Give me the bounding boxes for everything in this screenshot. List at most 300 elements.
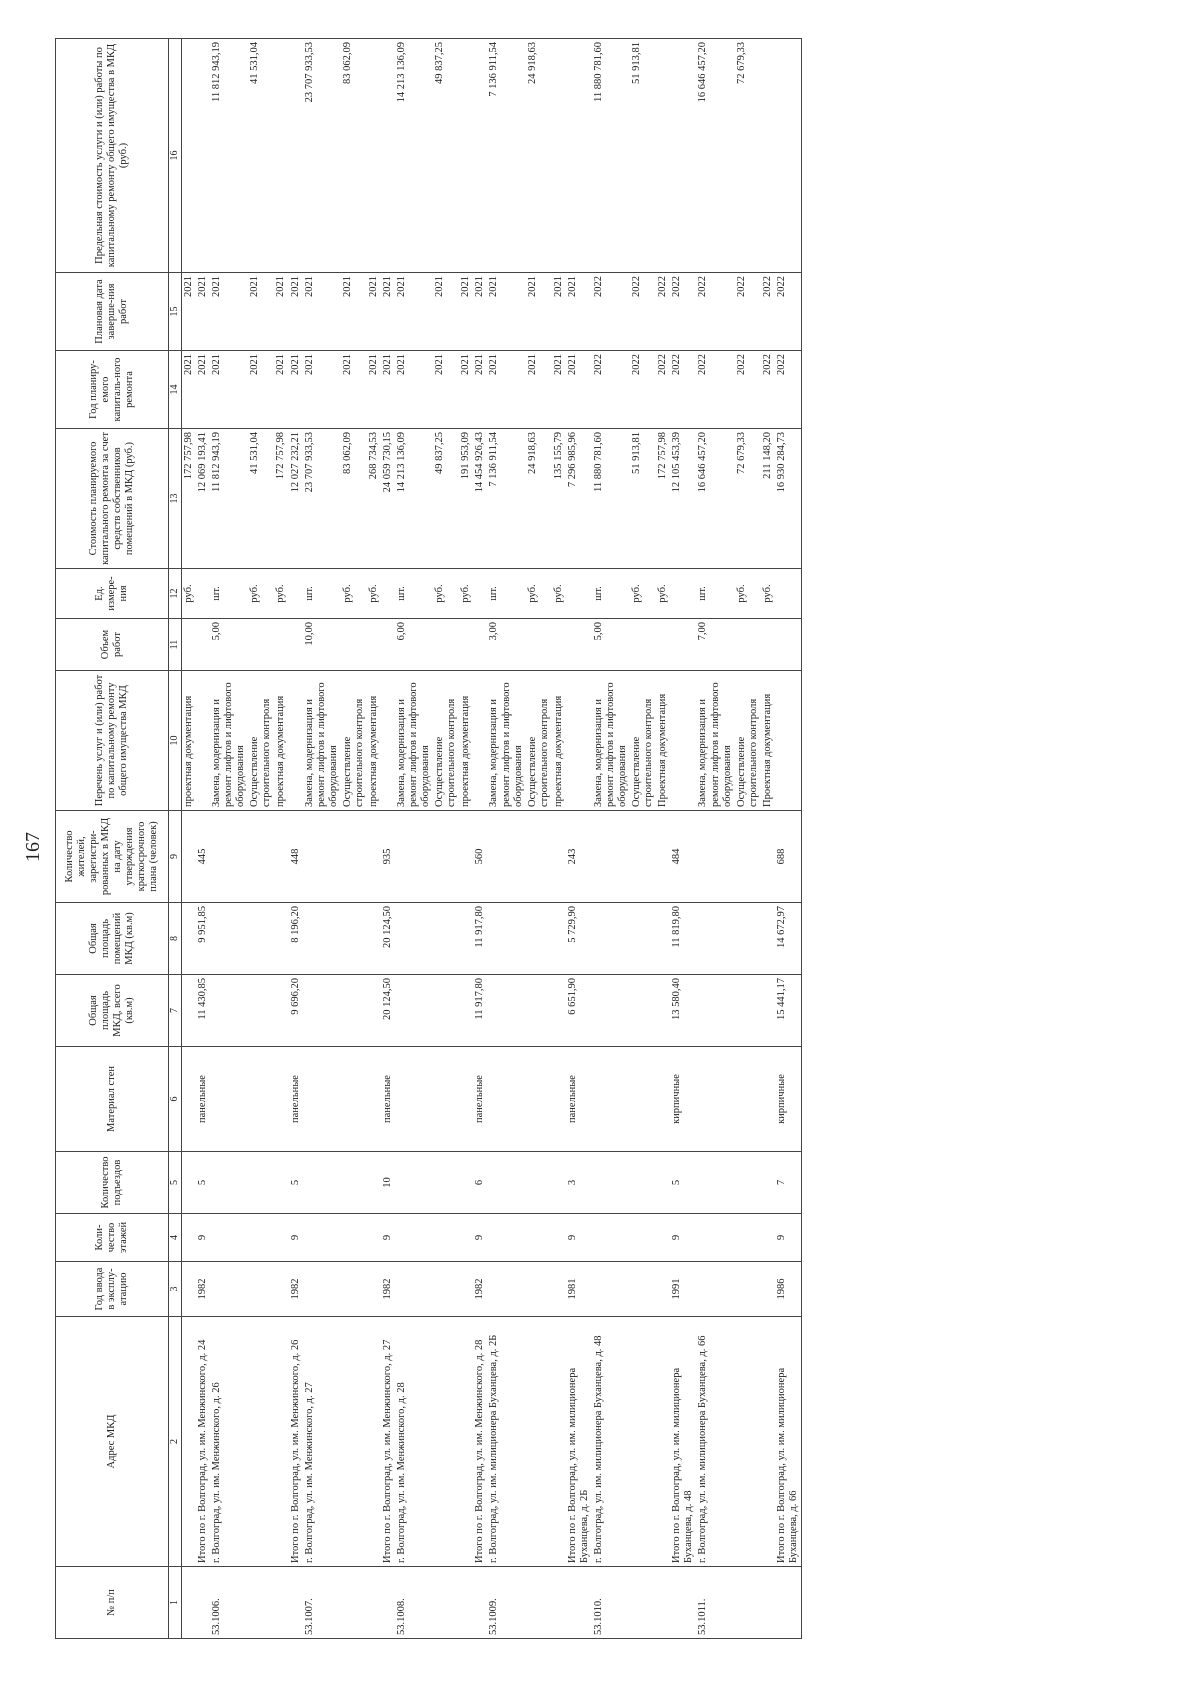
column-header: Материал стен (56, 1047, 169, 1152)
floors-cell (274, 1214, 288, 1262)
rooms-area-cell (248, 903, 274, 975)
residents-cell (341, 811, 367, 903)
table-row (552, 39, 566, 1639)
residents-cell (526, 811, 552, 903)
unit-cell: шт. (487, 569, 525, 619)
row-number-cell (630, 1567, 656, 1639)
unit-cell: руб. (735, 569, 761, 619)
unit-cell: руб. (182, 569, 197, 619)
material-cell (656, 1047, 670, 1152)
work-cell: Замена, модернизация и ремонт лифтов и лифтового оборудования (592, 671, 630, 811)
cost-cell: 51 913,81 (630, 429, 656, 569)
end-date-cell: 2021 (381, 273, 395, 351)
total-area-cell (761, 975, 775, 1047)
volume-cell: 7,00 (696, 619, 734, 671)
limit-cost-cell: 72 679,33 (735, 39, 761, 273)
material-cell (630, 1047, 656, 1152)
unit-cell: руб. (367, 569, 381, 619)
column-number: 2 (169, 1317, 182, 1567)
entrances-cell (210, 1152, 248, 1214)
end-date-cell: 2021 (487, 273, 525, 351)
volume-cell (552, 619, 566, 671)
total-area-cell (656, 975, 670, 1047)
residents-cell (552, 811, 566, 903)
table-row (182, 39, 197, 1639)
table-row (487, 39, 525, 1639)
rooms-area-cell (274, 903, 288, 975)
limit-cost-cell: 49 837,25 (433, 39, 459, 273)
rooms-area-cell (696, 903, 734, 975)
table-row (735, 39, 761, 1639)
plan-year-cell: 2021 (473, 351, 487, 429)
cost-cell: 12 069 193,41 (196, 429, 210, 569)
material-cell (487, 1047, 525, 1152)
total-area-cell (248, 975, 274, 1047)
unit-cell: руб. (630, 569, 656, 619)
plan-year-cell: 2022 (735, 351, 761, 429)
limit-cost-cell (670, 39, 696, 273)
material-cell (696, 1047, 734, 1152)
entrances-cell (303, 1152, 341, 1214)
work-cell (473, 671, 487, 811)
address-cell (248, 1317, 274, 1567)
residents-cell (592, 811, 630, 903)
year-cell (526, 1262, 552, 1317)
material-cell (526, 1047, 552, 1152)
entrances-cell (630, 1152, 656, 1214)
entrances-cell (592, 1152, 630, 1214)
year-cell (433, 1262, 459, 1317)
unit-cell: руб. (248, 569, 274, 619)
address-cell: г. Волгоград, ул. им. Менжинского, д. 26 (210, 1317, 248, 1567)
unit-cell (289, 569, 303, 619)
volume-cell (381, 619, 395, 671)
floors-cell (630, 1214, 656, 1262)
end-date-cell: 2021 (274, 273, 288, 351)
unit-cell: шт. (210, 569, 248, 619)
material-cell: панельные (473, 1047, 487, 1152)
plan-year-cell: 2021 (552, 351, 566, 429)
row-number-cell: 53.1007. (303, 1567, 341, 1639)
floors-cell (341, 1214, 367, 1262)
residents-cell (656, 811, 670, 903)
limit-cost-cell: 11 812 943,19 (210, 39, 248, 273)
year-cell: 1981 (566, 1262, 592, 1317)
plan-year-cell: 2021 (526, 351, 552, 429)
work-cell: Проектная документация (656, 671, 670, 811)
work-cell: Замена, модернизация и ремонт лифтов и лифтового оборудования (210, 671, 248, 811)
year-cell (487, 1262, 525, 1317)
year-cell (367, 1262, 381, 1317)
volume-cell (775, 619, 802, 671)
page-number: 167 (22, 832, 44, 862)
rooms-area-cell (395, 903, 433, 975)
floors-cell (592, 1214, 630, 1262)
row-number-cell (526, 1567, 552, 1639)
entrances-cell (735, 1152, 761, 1214)
year-cell (274, 1262, 288, 1317)
residents-cell: 448 (289, 811, 303, 903)
floors-cell (487, 1214, 525, 1262)
row-number-cell (670, 1567, 696, 1639)
unit-cell: руб. (341, 569, 367, 619)
entrances-cell (761, 1152, 775, 1214)
floors-cell: 9 (289, 1214, 303, 1262)
unit-cell: руб. (433, 569, 459, 619)
rooms-area-cell (367, 903, 381, 975)
total-area-cell (487, 975, 525, 1047)
floors-cell: 9 (566, 1214, 592, 1262)
end-date-cell: 2021 (552, 273, 566, 351)
column-header: Предельная стоимость услуги и (или) работы по капитальному ремонту общего имущества в МКД (руб.) (56, 39, 169, 273)
entrances-cell (274, 1152, 288, 1214)
column-header: Адрес МКД (56, 1317, 169, 1567)
cost-cell: 41 531,04 (248, 429, 274, 569)
column-number: 9 (169, 811, 182, 903)
end-date-cell: 2021 (459, 273, 473, 351)
total-area-cell (459, 975, 473, 1047)
end-date-cell: 2022 (761, 273, 775, 351)
material-cell: кирпичные (775, 1047, 802, 1152)
end-date-cell: 2021 (433, 273, 459, 351)
volume-cell: 6,00 (395, 619, 433, 671)
plan-year-cell: 2021 (487, 351, 525, 429)
column-header: Плановая дата заверше-ния работ (56, 273, 169, 351)
limit-cost-cell (552, 39, 566, 273)
table-body (182, 39, 802, 1639)
total-area-cell (696, 975, 734, 1047)
address-cell (735, 1317, 761, 1567)
year-cell: 1991 (670, 1262, 696, 1317)
entrances-cell (341, 1152, 367, 1214)
material-cell: панельные (381, 1047, 395, 1152)
column-header: Год планиру-емого капиталь-ного ремонта (56, 351, 169, 429)
floors-cell (459, 1214, 473, 1262)
total-area-cell (367, 975, 381, 1047)
end-date-cell: 2021 (395, 273, 433, 351)
column-number: 14 (169, 351, 182, 429)
unit-cell: шт. (303, 569, 341, 619)
volume-cell (566, 619, 592, 671)
floors-cell (526, 1214, 552, 1262)
volume-cell: 3,00 (487, 619, 525, 671)
total-row (775, 39, 802, 1639)
residents-cell (487, 811, 525, 903)
end-date-cell: 2022 (735, 273, 761, 351)
address-cell (459, 1317, 473, 1567)
limit-cost-cell: 14 213 136,09 (395, 39, 433, 273)
floors-cell: 9 (473, 1214, 487, 1262)
volume-cell (341, 619, 367, 671)
row-number-cell (473, 1567, 487, 1639)
material-cell: панельные (566, 1047, 592, 1152)
column-number: 12 (169, 569, 182, 619)
volume-cell: 5,00 (592, 619, 630, 671)
plan-year-cell: 2022 (630, 351, 656, 429)
entrances-cell (696, 1152, 734, 1214)
cost-cell: 49 837,25 (433, 429, 459, 569)
table-row (248, 39, 274, 1639)
unit-cell (473, 569, 487, 619)
row-number-cell (341, 1567, 367, 1639)
total-row (289, 39, 303, 1639)
total-row (381, 39, 395, 1639)
floors-cell (656, 1214, 670, 1262)
floors-cell (735, 1214, 761, 1262)
row-number-cell: 53.1010. (592, 1567, 630, 1639)
volume-cell (196, 619, 210, 671)
address-cell (656, 1317, 670, 1567)
address-cell (182, 1317, 197, 1567)
address-cell: Итого по г. Волгоград, ул. им. милиционера Буханцева, д. 2Б (566, 1317, 592, 1567)
year-cell (341, 1262, 367, 1317)
cost-cell: 7 136 911,54 (487, 429, 525, 569)
rooms-area-cell (182, 903, 197, 975)
limit-cost-cell (473, 39, 487, 273)
volume-cell (526, 619, 552, 671)
work-cell: проектная документация (552, 671, 566, 811)
table-row (761, 39, 775, 1639)
unit-cell: шт. (592, 569, 630, 619)
floors-cell (210, 1214, 248, 1262)
year-cell (459, 1262, 473, 1317)
address-cell: Итого по г. Волгоград, ул. им. милиционера Буханцева, д. 48 (670, 1317, 696, 1567)
unit-cell: шт. (395, 569, 433, 619)
volume-cell (289, 619, 303, 671)
cost-cell: 172 757,98 (656, 429, 670, 569)
limit-cost-cell: 16 646 457,20 (696, 39, 734, 273)
residents-cell: 445 (196, 811, 210, 903)
material-cell: панельные (289, 1047, 303, 1152)
plan-year-cell: 2022 (592, 351, 630, 429)
total-area-cell: 9 696,20 (289, 975, 303, 1047)
cost-cell: 11 880 781,60 (592, 429, 630, 569)
column-number: 8 (169, 903, 182, 975)
year-cell (696, 1262, 734, 1317)
entrances-cell (395, 1152, 433, 1214)
entrances-cell: 6 (473, 1152, 487, 1214)
row-number-cell (367, 1567, 381, 1639)
plan-year-cell: 2021 (196, 351, 210, 429)
limit-cost-cell (196, 39, 210, 273)
address-cell (526, 1317, 552, 1567)
table-row (395, 39, 433, 1639)
unit-cell: руб. (656, 569, 670, 619)
unit-cell (566, 569, 592, 619)
address-cell (552, 1317, 566, 1567)
row-number-cell (735, 1567, 761, 1639)
volume-cell (367, 619, 381, 671)
residents-cell: 243 (566, 811, 592, 903)
end-date-cell: 2021 (182, 273, 197, 351)
year-cell (210, 1262, 248, 1317)
floors-cell (395, 1214, 433, 1262)
table-row (210, 39, 248, 1639)
floors-cell (303, 1214, 341, 1262)
total-area-cell: 11 917,80 (473, 975, 487, 1047)
column-header: Количество подъездов (56, 1152, 169, 1214)
floors-cell (433, 1214, 459, 1262)
row-number-cell (459, 1567, 473, 1639)
year-cell (592, 1262, 630, 1317)
cost-cell: 11 812 943,19 (210, 429, 248, 569)
work-cell (196, 671, 210, 811)
cost-cell: 172 757,98 (182, 429, 197, 569)
cost-cell: 14 454 926,43 (473, 429, 487, 569)
total-row (566, 39, 592, 1639)
material-cell (274, 1047, 288, 1152)
total-area-cell (274, 975, 288, 1047)
residents-cell (182, 811, 197, 903)
work-cell: проектная документация (182, 671, 197, 811)
address-cell: Итого по г. Волгоград, ул. им. Менжинского, д. 26 (289, 1317, 303, 1567)
plan-year-cell: 2021 (289, 351, 303, 429)
total-area-cell (395, 975, 433, 1047)
column-header: № п/п (56, 1567, 169, 1639)
residents-cell (395, 811, 433, 903)
row-number-cell: 53.1006. (210, 1567, 248, 1639)
rooms-area-cell (552, 903, 566, 975)
entrances-cell: 5 (196, 1152, 210, 1214)
end-date-cell: 2022 (775, 273, 802, 351)
column-number: 13 (169, 429, 182, 569)
volume-cell (473, 619, 487, 671)
year-cell: 1982 (381, 1262, 395, 1317)
cost-cell: 83 062,09 (341, 429, 367, 569)
rooms-area-cell (487, 903, 525, 975)
unit-cell: руб. (761, 569, 775, 619)
unit-cell: руб. (459, 569, 473, 619)
entrances-cell: 5 (289, 1152, 303, 1214)
total-area-cell (552, 975, 566, 1047)
column-number: 5 (169, 1152, 182, 1214)
row-number-cell: 53.1011. (696, 1567, 734, 1639)
end-date-cell: 2021 (566, 273, 592, 351)
row-number-cell (196, 1567, 210, 1639)
plan-year-cell: 2021 (210, 351, 248, 429)
total-area-cell (303, 975, 341, 1047)
entrances-cell (552, 1152, 566, 1214)
floors-cell (761, 1214, 775, 1262)
total-area-cell: 6 651,90 (566, 975, 592, 1047)
table-row (630, 39, 656, 1639)
address-cell (274, 1317, 288, 1567)
table-row (274, 39, 288, 1639)
unit-cell: шт. (696, 569, 734, 619)
column-header: Общая площадь МКД, всего (кв.м) (56, 975, 169, 1047)
end-date-cell: 2021 (289, 273, 303, 351)
material-cell (735, 1047, 761, 1152)
residents-cell: 560 (473, 811, 487, 903)
address-cell (630, 1317, 656, 1567)
address-cell (433, 1317, 459, 1567)
entrances-cell (367, 1152, 381, 1214)
entrances-cell (433, 1152, 459, 1214)
table-row (341, 39, 367, 1639)
residents-cell: 935 (381, 811, 395, 903)
column-header: Общая площадь помещений МКД (кв.м) (56, 903, 169, 975)
residents-cell: 484 (670, 811, 696, 903)
rooms-area-cell: 20 124,50 (381, 903, 395, 975)
column-number: 3 (169, 1262, 182, 1317)
residents-cell (274, 811, 288, 903)
work-cell (289, 671, 303, 811)
limit-cost-cell: 23 707 933,53 (303, 39, 341, 273)
residents-cell (248, 811, 274, 903)
volume-cell: 10,00 (303, 619, 341, 671)
unit-cell: руб. (526, 569, 552, 619)
volume-cell (630, 619, 656, 671)
work-cell: проектная документация (274, 671, 288, 811)
entrances-cell (526, 1152, 552, 1214)
floors-cell: 9 (196, 1214, 210, 1262)
residents-cell (761, 811, 775, 903)
volume-cell (670, 619, 696, 671)
residents-cell: 688 (775, 811, 802, 903)
residents-cell (210, 811, 248, 903)
address-cell: г. Волгоград, ул. им. Менжинского, д. 28 (395, 1317, 433, 1567)
rooms-area-cell: 14 672,97 (775, 903, 802, 975)
cost-cell: 14 213 136,09 (395, 429, 433, 569)
work-cell (670, 671, 696, 811)
limit-cost-cell: 24 918,63 (526, 39, 552, 273)
row-number-cell (274, 1567, 288, 1639)
work-cell: проектная документация (367, 671, 381, 811)
material-cell (395, 1047, 433, 1152)
total-area-cell (526, 975, 552, 1047)
plan-year-cell: 2021 (274, 351, 288, 429)
cost-cell: 12 105 453,39 (670, 429, 696, 569)
cost-cell: 268 734,53 (367, 429, 381, 569)
table-row (303, 39, 341, 1639)
plan-year-cell: 2021 (248, 351, 274, 429)
rooms-area-cell: 11 819,80 (670, 903, 696, 975)
limit-cost-cell (289, 39, 303, 273)
work-cell (775, 671, 802, 811)
end-date-cell: 2021 (367, 273, 381, 351)
row-number-cell (182, 1567, 197, 1639)
total-area-cell: 15 441,17 (775, 975, 802, 1047)
column-header: Стоимость планируемого капитального ремонта за счет средств собственников помещений в МКД (руб.) (56, 429, 169, 569)
row-number-cell: 53.1008. (395, 1567, 433, 1639)
entrances-cell: 5 (670, 1152, 696, 1214)
entrances-cell: 7 (775, 1152, 802, 1214)
cost-cell: 172 757,98 (274, 429, 288, 569)
limit-cost-cell: 83 062,09 (341, 39, 367, 273)
total-area-cell (341, 975, 367, 1047)
total-row (670, 39, 696, 1639)
column-number: 1 (169, 1567, 182, 1639)
rooms-area-cell (433, 903, 459, 975)
plan-year-cell: 2021 (303, 351, 341, 429)
work-cell: Осуществление строительного контроля (630, 671, 656, 811)
material-cell (210, 1047, 248, 1152)
work-cell: Замена, модернизация и ремонт лифтов и лифтового оборудования (696, 671, 734, 811)
limit-cost-cell (367, 39, 381, 273)
year-cell (395, 1262, 433, 1317)
end-date-cell: 2022 (696, 273, 734, 351)
entrances-cell: 10 (381, 1152, 395, 1214)
entrances-cell (656, 1152, 670, 1214)
year-cell (303, 1262, 341, 1317)
end-date-cell: 2022 (592, 273, 630, 351)
end-date-cell: 2021 (473, 273, 487, 351)
column-number: 6 (169, 1047, 182, 1152)
total-area-cell: 13 580,40 (670, 975, 696, 1047)
cost-cell: 24 059 730,15 (381, 429, 395, 569)
end-date-cell: 2021 (526, 273, 552, 351)
end-date-cell: 2021 (196, 273, 210, 351)
